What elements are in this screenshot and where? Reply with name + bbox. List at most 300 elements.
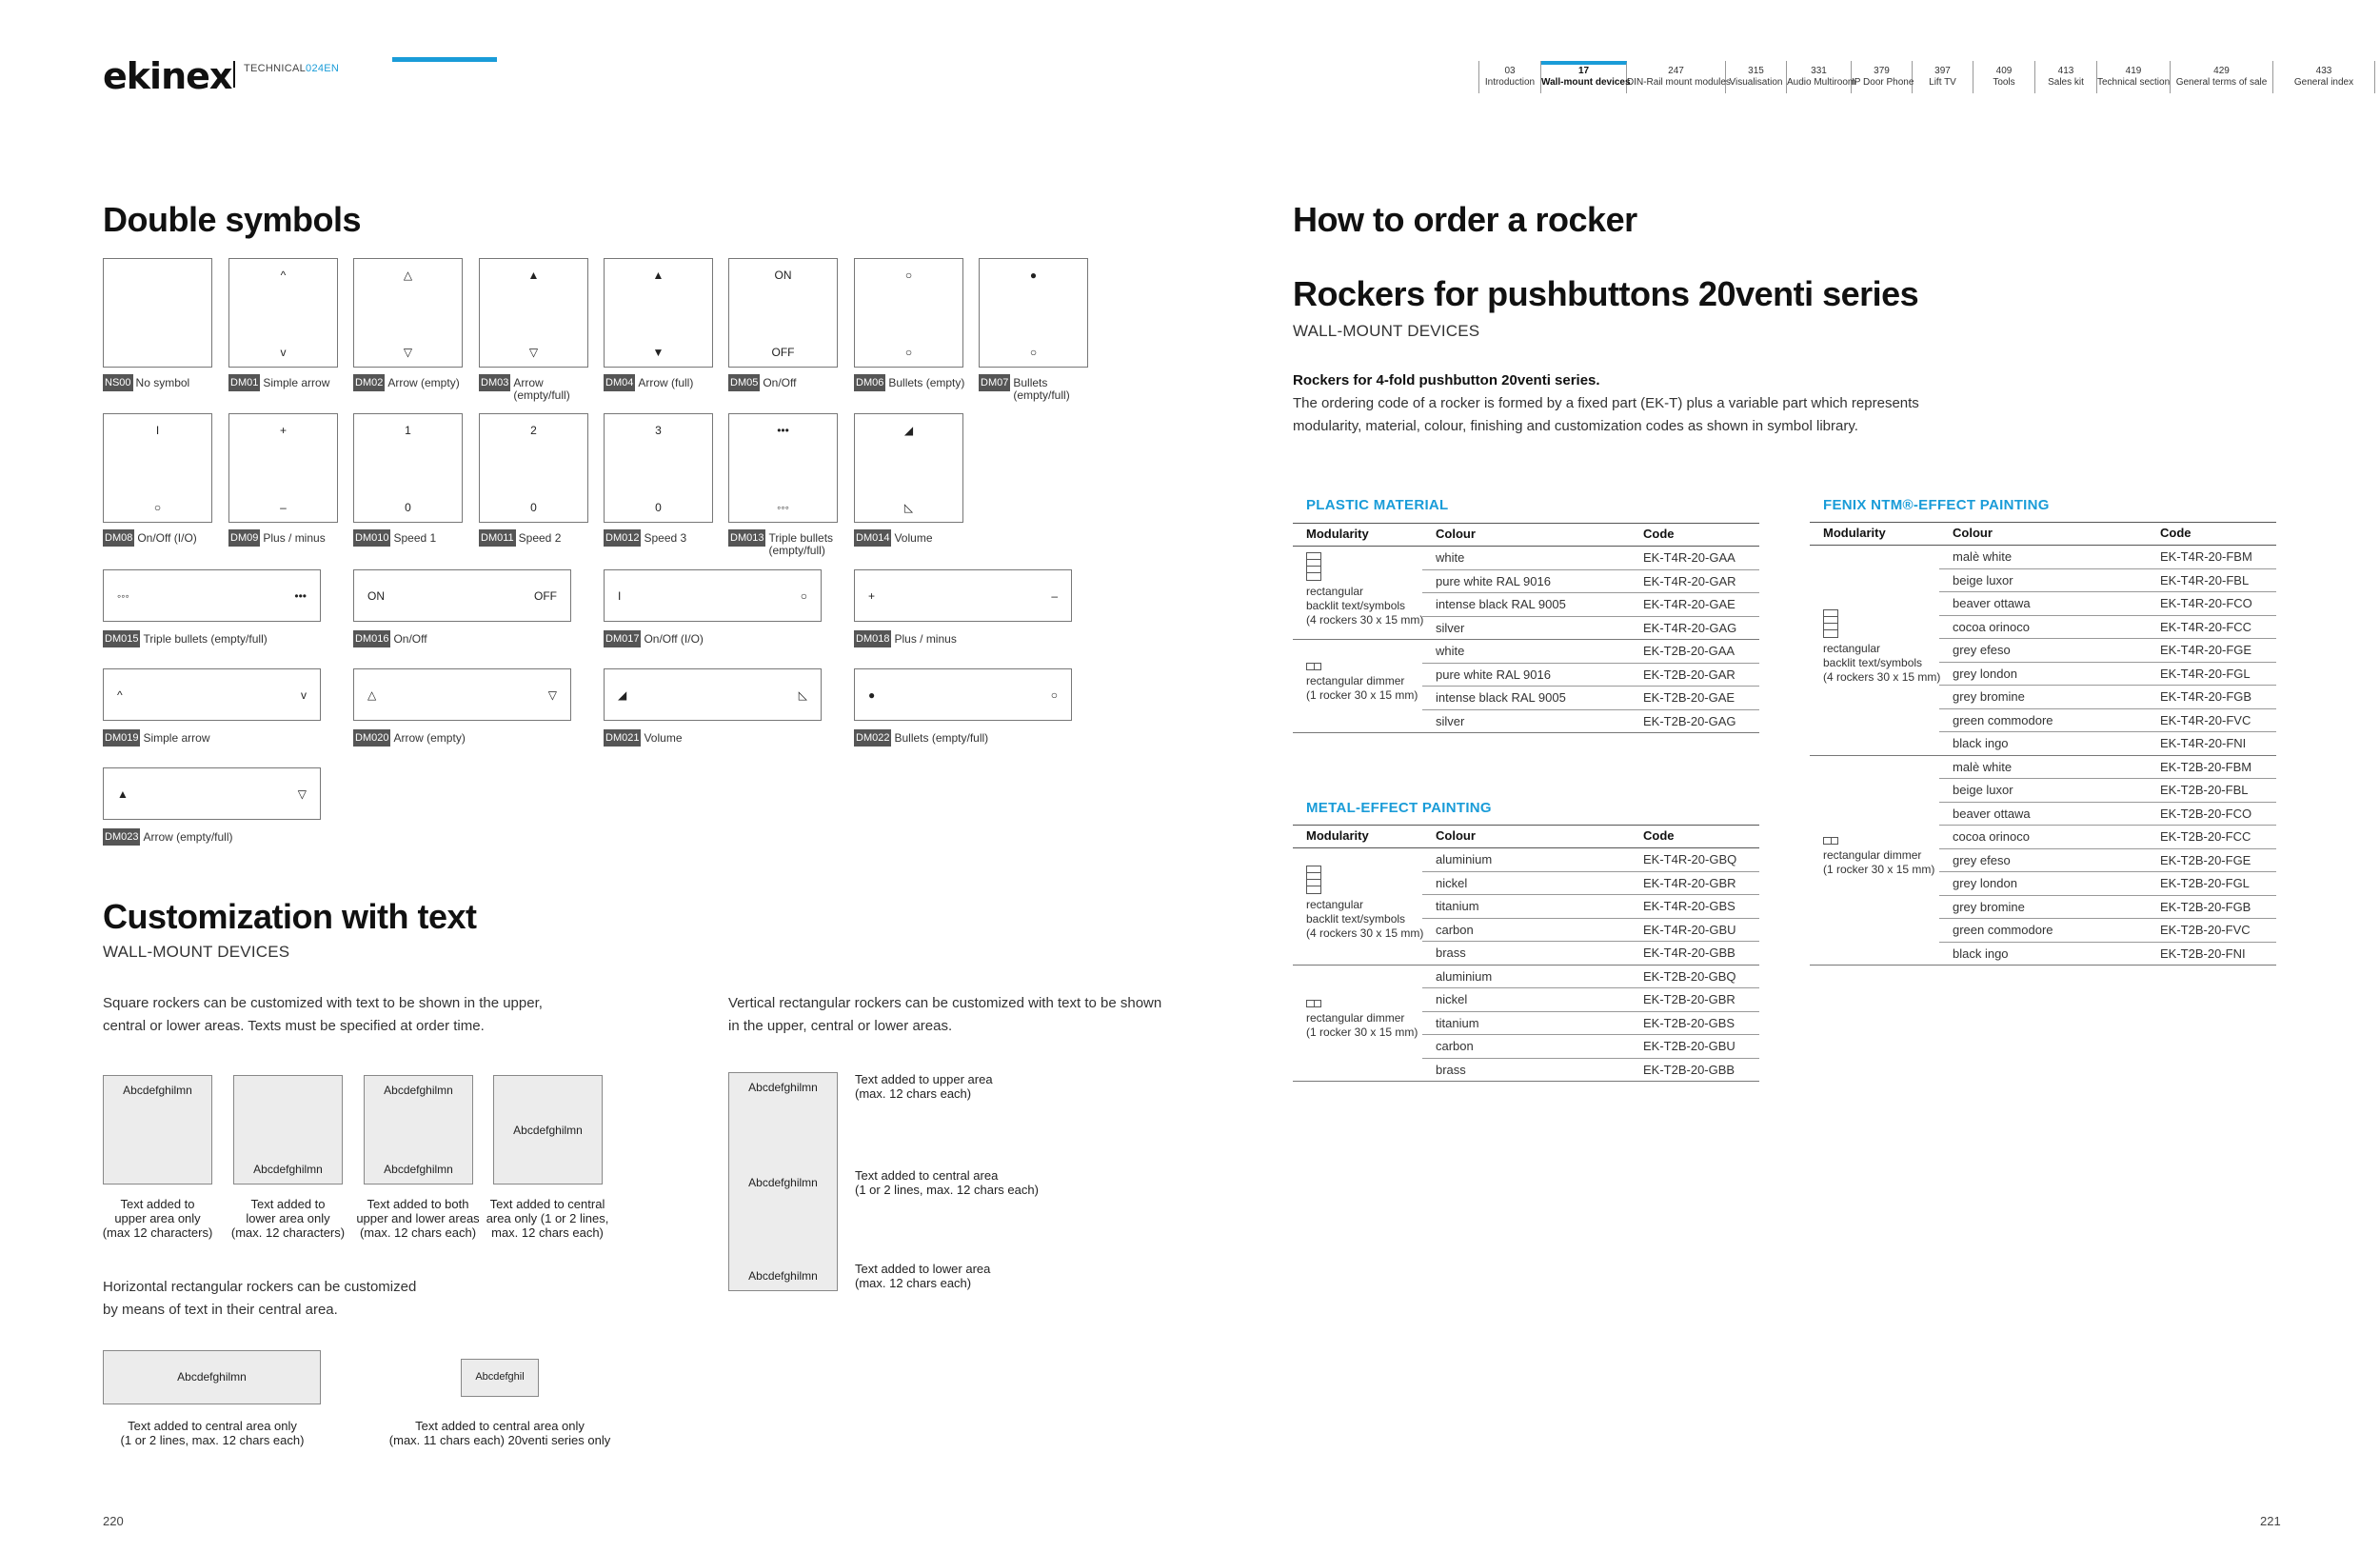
row-rule	[1939, 638, 2276, 639]
nav-wall-mount[interactable]	[1541, 61, 1631, 93]
symbol-square	[479, 413, 588, 523]
row-rule	[1422, 918, 1759, 919]
symbol-square	[228, 258, 338, 368]
modularity-1	[1306, 674, 1418, 703]
table-rule	[1810, 545, 2276, 546]
symbol-name: Volume	[894, 531, 933, 545]
metal-title: METAL-EFFECT PAINTING	[1306, 800, 1492, 816]
row-rule	[1422, 1058, 1759, 1059]
table-rule	[1293, 523, 1759, 524]
symbol-top: 2	[530, 424, 537, 437]
nav-din-rail[interactable]	[1627, 61, 1731, 93]
mod-line: backlit text/symbols	[1306, 599, 1406, 612]
nav-label: IP Door Phone	[1852, 77, 1914, 88]
symbol-rect	[353, 668, 571, 721]
symbol-rect	[103, 569, 321, 622]
sample-vertical	[728, 1072, 838, 1291]
symbol-right: ▽	[547, 687, 557, 702]
cell-colour: beige luxor	[1953, 572, 2013, 587]
modularity-4	[1306, 585, 1423, 627]
symbol-code: DM018	[854, 630, 891, 647]
nav-label: Lift TV	[1929, 77, 1956, 88]
modularity-1	[1823, 848, 1934, 877]
intro-bold: Rockers for 4-fold pushbutton 20venti series.	[1293, 372, 1600, 388]
symbol-right: v	[301, 687, 307, 702]
sample-text: Abcdefghilmn	[748, 1081, 818, 1094]
symbol-name: On/Off	[393, 632, 427, 646]
symbol-name: Speed 3	[644, 531, 687, 545]
cell-code: EK-T2B-20-GAR	[1643, 667, 1735, 682]
symbol-square	[479, 258, 588, 368]
cell-code: EK-T4R-20-FCO	[2160, 596, 2252, 610]
cell-colour: green commodore	[1953, 712, 2053, 727]
cell-colour: aluminium	[1436, 852, 1493, 866]
symbol-code: DM019	[103, 729, 140, 747]
cell-code: EK-T4R-20-FGE	[2160, 643, 2252, 657]
caption-line: Text added to	[250, 1197, 326, 1211]
mod-line: backlit text/symbols	[1306, 912, 1406, 926]
sample-horizontal-small	[461, 1359, 539, 1397]
nav-label: Wall-mount devices	[1541, 77, 1631, 88]
symbol-square	[854, 413, 963, 523]
symbol-left: ▲	[117, 786, 129, 801]
symbol-code: DM022	[854, 729, 891, 747]
sample-text: Abcdefghilmn	[748, 1176, 818, 1189]
symbol-bottom: v	[280, 346, 287, 359]
sample-horizontal	[103, 1350, 321, 1404]
symbol-code: DM015	[103, 630, 140, 647]
caption-line: (max. 12 chars each)	[855, 1086, 972, 1101]
cell-colour: black ingo	[1953, 946, 2009, 961]
symbol-right: ○	[1050, 687, 1058, 702]
caption-line: upper and lower areas	[356, 1211, 480, 1225]
symbol-label	[228, 374, 347, 391]
caption-line: upper area only	[114, 1211, 201, 1225]
symbol-bottom: ▽	[403, 346, 413, 359]
cell-colour: brass	[1436, 946, 1466, 960]
col-code: Code	[2160, 526, 2192, 540]
symbol-name: Arrow (full)	[638, 376, 694, 389]
col-modularity: Modularity	[1823, 526, 1886, 540]
cell-code: EK-T4R-20-FVC	[2160, 712, 2251, 727]
cell-code: EK-T4R-20-GBS	[1643, 899, 1735, 913]
cell-colour: grey london	[1953, 666, 2017, 681]
symbol-rect	[604, 668, 822, 721]
nav-audio[interactable]	[1787, 61, 1856, 93]
nav-tools[interactable]	[1973, 61, 2035, 93]
cell-colour: brass	[1436, 1062, 1466, 1077]
cell-code: EK-T2B-20-FVC	[2160, 923, 2251, 937]
sample-text: Abcdefghilmn	[513, 1124, 583, 1137]
symbol-label	[228, 529, 347, 547]
symbol-square	[228, 413, 338, 523]
symbol-top: •••	[777, 424, 789, 437]
nav-terms[interactable]	[2171, 61, 2273, 93]
modularity-4	[1823, 642, 1940, 685]
col-colour: Colour	[1436, 527, 1476, 541]
group-rule	[1810, 755, 2276, 756]
nav-index[interactable]	[2273, 61, 2375, 93]
cell-code: EK-T2B-20-FCO	[2160, 806, 2252, 821]
symbol-code: DM013	[728, 529, 765, 547]
rockers-intro	[1293, 369, 1919, 438]
symbol-label	[604, 529, 723, 547]
cell-colour: black ingo	[1953, 736, 2009, 750]
symbol-label	[353, 630, 572, 647]
symbol-name: Bullets (empty/full)	[894, 731, 989, 745]
symbol-left: +	[868, 588, 876, 603]
row-rule	[1422, 894, 1759, 895]
caption-line: Text added to	[120, 1197, 195, 1211]
sample-text: Abcdefghilmn	[384, 1084, 453, 1097]
symbol-code: NS00	[103, 374, 133, 391]
para-line: in the upper, central or lower areas.	[728, 1018, 953, 1034]
vcaption-central	[855, 1168, 1039, 1197]
cell-colour: grey bromine	[1953, 899, 2025, 914]
symbol-top: +	[279, 424, 287, 437]
rocker-4-icon	[1306, 552, 1321, 581]
cell-colour: cocoa orinoco	[1953, 619, 2030, 634]
symbol-top: ON	[774, 269, 792, 282]
symbol-right: ◺	[798, 687, 807, 702]
cell-colour: carbon	[1436, 1039, 1474, 1053]
mod-line: rectangular dimmer	[1306, 674, 1405, 687]
cell-code: EK-T4R-20-FGL	[2160, 666, 2251, 681]
symbol-code: DM021	[604, 729, 641, 747]
row-rule	[1939, 685, 2276, 686]
row-rule	[1422, 1011, 1759, 1012]
symbol-label	[479, 374, 598, 402]
page-number-left: 220	[103, 1514, 124, 1528]
rocker-1-icon	[1823, 837, 1838, 845]
nav-label: DIN-Rail mount modules	[1627, 77, 1731, 88]
mod-line: (1 rocker 30 x 15 mm)	[1823, 862, 1935, 876]
mod-line: rectangular dimmer	[1823, 847, 1922, 862]
symbol-code: DM03	[479, 374, 510, 391]
nav-num: 379	[1874, 66, 1890, 76]
vcaption-upper	[855, 1072, 993, 1101]
symbol-code: DM06	[854, 374, 885, 391]
symbol-label	[854, 630, 1073, 647]
sample-central	[493, 1075, 603, 1185]
row-rule	[1939, 778, 2276, 779]
symbol-name: Plus / minus	[263, 531, 326, 545]
mod-line: rectangular	[1306, 898, 1364, 912]
rockers-title: Rockers for pushbuttons 20venti series	[1293, 274, 1919, 313]
symbol-top: ●	[1029, 269, 1038, 282]
cell-colour: grey london	[1953, 876, 2017, 890]
caption-central	[481, 1197, 614, 1240]
para-line: by means of text in their central area.	[103, 1302, 338, 1318]
cell-colour: beige luxor	[1953, 783, 2013, 797]
row-rule	[1939, 918, 2276, 919]
nav-door-phone[interactable]	[1852, 61, 1913, 93]
row-rule	[1422, 569, 1759, 570]
cell-code: EK-T4R-20-GBB	[1643, 946, 1735, 960]
cell-colour: malè white	[1953, 549, 2013, 564]
nav-label: Introduction	[1484, 77, 1536, 88]
customization-title: Customization with text	[103, 897, 477, 936]
row-rule	[1422, 709, 1759, 710]
symbol-right: –	[1051, 588, 1058, 603]
cell-code: EK-T4R-20-FBM	[2160, 549, 2252, 564]
symbol-square	[103, 413, 212, 523]
symbol-left: ◢	[618, 687, 627, 702]
sample-text: Abcdefghilmn	[123, 1084, 192, 1097]
symbol-code: DM011	[479, 529, 516, 547]
sample-text: Abcdefghilmn	[384, 1163, 453, 1176]
nav-num: 03	[1504, 66, 1516, 76]
order-title: How to order a rocker	[1293, 200, 1637, 239]
symbol-label	[854, 374, 973, 391]
intro-line: The ordering code of a rocker is formed by a fixed part (EK-T) plus a variable part which represents	[1293, 395, 1919, 411]
cell-code: EK-T2B-20-FBM	[2160, 759, 2252, 774]
row-rule	[1939, 825, 2276, 826]
catalog-label-code: 024EN	[306, 63, 340, 74]
accent-bar	[392, 57, 497, 62]
symbol-bottom: ◦◦◦	[777, 501, 789, 514]
group-rule	[1293, 1081, 1759, 1082]
col-code: Code	[1643, 828, 1675, 843]
cell-colour: nickel	[1436, 875, 1468, 890]
caption-line: Text added to upper area	[855, 1072, 993, 1086]
mod-line: rectangular	[1823, 642, 1881, 656]
cell-code: EK-T4R-20-FCC	[2160, 619, 2252, 634]
cell-colour: silver	[1436, 713, 1465, 728]
cell-code: EK-T2B-20-FCC	[2160, 829, 2251, 844]
mod-line: (1 rocker 30 x 15 mm)	[1306, 1025, 1418, 1039]
cell-code: EK-T2B-20-FGB	[2160, 899, 2251, 914]
mod-line: rectangular dimmer	[1306, 1010, 1405, 1025]
symbol-name: Volume	[644, 731, 683, 745]
nav-technical[interactable]	[2097, 61, 2171, 93]
row-rule	[1939, 942, 2276, 943]
para-line: central or lower areas. Texts must be specified at order time.	[103, 1018, 485, 1034]
mod-line: (4 rockers 30 x 15 mm)	[1306, 613, 1424, 627]
row-rule	[1939, 708, 2276, 709]
cell-code: EK-T4R-20-GAE	[1643, 597, 1735, 611]
row-rule	[1939, 731, 2276, 732]
nav-label: Tools	[1993, 77, 2015, 88]
caption-line: (max. 12 chars each)	[359, 1225, 477, 1240]
nav-label: General terms of sale	[2175, 77, 2268, 88]
row-rule	[1422, 941, 1759, 942]
symbol-bottom: 0	[405, 501, 411, 514]
rocker-1-icon	[1306, 1000, 1321, 1007]
symbol-bottom: OFF	[771, 346, 795, 359]
caption-line: (max. 11 chars each) 20venti series only	[388, 1433, 611, 1447]
symbol-top: ^	[280, 269, 287, 282]
caption-upper	[93, 1197, 222, 1240]
cell-code: EK-T2B-20-FNI	[2160, 946, 2246, 961]
nav-introduction[interactable]	[1479, 61, 1541, 93]
row-rule	[1939, 848, 2276, 849]
nav-num: 413	[2057, 66, 2074, 76]
customization-subtitle: WALL-MOUNT DEVICES	[103, 943, 290, 961]
nav-num: 17	[1577, 66, 1590, 76]
plastic-title: PLASTIC MATERIAL	[1306, 497, 1449, 513]
symbol-code: DM010	[353, 529, 390, 547]
symbol-code: DM07	[979, 374, 1010, 391]
cell-colour: pure white RAL 9016	[1436, 667, 1551, 682]
nav-num: 397	[1934, 66, 1951, 76]
square-paragraph	[103, 992, 543, 1038]
group-rule	[1293, 639, 1759, 640]
symbol-name: Bullets (empty/full)	[1013, 376, 1070, 402]
caption-line: (1 or 2 lines, max. 12 chars each)	[120, 1433, 305, 1447]
nav-lift-tv[interactable]	[1913, 61, 1973, 93]
symbol-square	[604, 258, 713, 368]
symbol-label	[604, 729, 823, 747]
vcaption-lower	[855, 1262, 990, 1290]
symbol-right: OFF	[534, 588, 557, 603]
symbol-name: Plus / minus	[894, 632, 957, 646]
cell-code: EK-T2B-20-GBQ	[1643, 968, 1736, 984]
cell-colour: silver	[1436, 620, 1465, 635]
mod-line: (4 rockers 30 x 15 mm)	[1306, 926, 1424, 941]
symbol-code: DM01	[228, 374, 260, 391]
symbol-left: I	[618, 588, 622, 603]
row-rule	[1422, 987, 1759, 988]
table-rule	[1293, 546, 1759, 547]
symbol-rect	[103, 668, 321, 721]
symbol-label	[103, 828, 322, 846]
symbol-label	[854, 529, 973, 547]
cell-code: EK-T2B-20-FGL	[2160, 876, 2250, 890]
page-number-right: 221	[2260, 1514, 2281, 1528]
cell-colour: pure white RAL 9016	[1436, 573, 1551, 588]
symbol-bottom: ◺	[903, 501, 914, 514]
symbol-rect	[604, 569, 822, 622]
symbol-top: 3	[655, 424, 662, 437]
symbol-square	[353, 258, 463, 368]
symbol-top: △	[403, 269, 413, 282]
symbol-left: ^	[117, 687, 123, 702]
nav-num: 433	[2315, 66, 2332, 76]
cell-code: EK-T4R-20-GBQ	[1643, 852, 1737, 866]
symbol-bottom: ○	[153, 501, 162, 514]
symbol-name: Triple bullets (empty/full)	[768, 531, 834, 557]
modularity-1	[1306, 1011, 1418, 1040]
symbol-name: Simple arrow	[263, 376, 330, 389]
symbol-code: DM02	[353, 374, 385, 391]
row-rule	[1939, 662, 2276, 663]
caption-line: Text added to central area only	[415, 1419, 585, 1433]
row-rule	[1422, 686, 1759, 687]
symbol-top: I	[155, 424, 160, 437]
group-rule	[1293, 965, 1759, 966]
rocker-4-icon	[1823, 609, 1838, 638]
sample-text: Abcdefghilmn	[748, 1269, 818, 1283]
row-rule	[1422, 616, 1759, 617]
symbol-top: ▲	[652, 269, 664, 282]
symbol-label	[604, 374, 723, 391]
catalog-label	[244, 63, 339, 74]
intro-line: modularity, material, colour, finishing and customization codes as shown in symbol library.	[1293, 418, 1858, 434]
cell-code: EK-T2B-20-GBB	[1643, 1062, 1735, 1077]
symbol-label	[103, 374, 222, 391]
table-rule	[1810, 522, 2276, 523]
symbol-square	[728, 413, 838, 523]
caption-line: Text added to central area only	[128, 1419, 297, 1433]
symbol-bottom: ▽	[528, 346, 539, 359]
nav-num: 315	[1748, 66, 1764, 76]
symbol-left: △	[367, 687, 377, 702]
symbol-top: ▲	[527, 269, 540, 282]
caption-line: (max. 12 chars each)	[855, 1276, 972, 1290]
sample-text: Abcdefghilmn	[177, 1370, 247, 1384]
caption-line: max. 12 chars each)	[491, 1225, 604, 1240]
caption-line: Text added to central area	[855, 1168, 999, 1183]
nav-sales-kit[interactable]	[2035, 61, 2097, 93]
row-rule	[1939, 895, 2276, 896]
cell-colour: white	[1436, 644, 1465, 658]
caption-line: Text added to central	[489, 1197, 605, 1211]
symbol-code: DM04	[604, 374, 635, 391]
symbol-label	[103, 529, 222, 547]
symbol-bottom: 0	[655, 501, 662, 514]
row-rule	[1939, 591, 2276, 592]
cell-code: EK-T4R-20-FBL	[2160, 572, 2250, 587]
sample-text: Abcdefghil	[475, 1371, 525, 1383]
cell-colour: titanium	[1436, 1015, 1479, 1030]
col-modularity: Modularity	[1306, 527, 1369, 541]
symbol-name: Speed 2	[518, 531, 562, 545]
caption-line: Text added to lower area	[855, 1262, 991, 1276]
cell-code: EK-T2B-20-FBL	[2160, 783, 2249, 797]
symbol-name: On/Off (I/O)	[137, 531, 197, 545]
group-rule	[1810, 965, 2276, 966]
rockers-subtitle: WALL-MOUNT DEVICES	[1293, 322, 1480, 340]
caption-line: (1 or 2 lines, max. 12 chars each)	[855, 1183, 1039, 1197]
cell-code: EK-T4R-20-GAR	[1643, 573, 1736, 588]
cell-colour: grey efeso	[1953, 852, 2011, 867]
symbol-right: •••	[294, 588, 307, 603]
cell-code: EK-T2B-20-GBR	[1643, 992, 1735, 1006]
symbol-code: DM09	[228, 529, 260, 547]
row-rule	[1422, 1034, 1759, 1035]
sample-both	[364, 1075, 473, 1185]
symbol-top: 1	[405, 424, 411, 437]
cell-code: EK-T4R-20-FGB	[2160, 689, 2252, 704]
sample-lower	[233, 1075, 343, 1185]
symbol-name: Triple bullets (empty/full)	[143, 632, 268, 646]
symbol-label	[353, 374, 472, 391]
hcaption-1	[93, 1419, 331, 1447]
cell-code: EK-T2B-20-GBS	[1643, 1015, 1735, 1030]
symbol-rect	[353, 569, 571, 622]
cell-colour: cocoa orinoco	[1953, 829, 2030, 844]
symbol-bottom: ○	[1029, 346, 1038, 359]
symbol-left: ON	[367, 588, 385, 603]
symbol-right: ▽	[297, 786, 307, 801]
col-colour: Colour	[1953, 526, 1993, 540]
symbol-label	[353, 729, 572, 747]
symbol-name: Simple arrow	[143, 731, 210, 745]
mod-line: (1 rocker 30 x 15 mm)	[1306, 688, 1418, 702]
symbol-bottom: ○	[904, 346, 913, 359]
brand-logo: ekinex	[103, 55, 232, 97]
rocker-1-icon	[1306, 663, 1321, 670]
nav-visualisation[interactable]	[1726, 61, 1787, 93]
symbol-name: Arrow (empty)	[387, 376, 460, 389]
row-rule	[1422, 592, 1759, 593]
row-rule	[1939, 871, 2276, 872]
row-rule	[1939, 802, 2276, 803]
cell-colour: carbon	[1436, 922, 1474, 937]
symbol-name: Arrow (empty)	[393, 731, 466, 745]
row-rule	[1422, 871, 1759, 872]
